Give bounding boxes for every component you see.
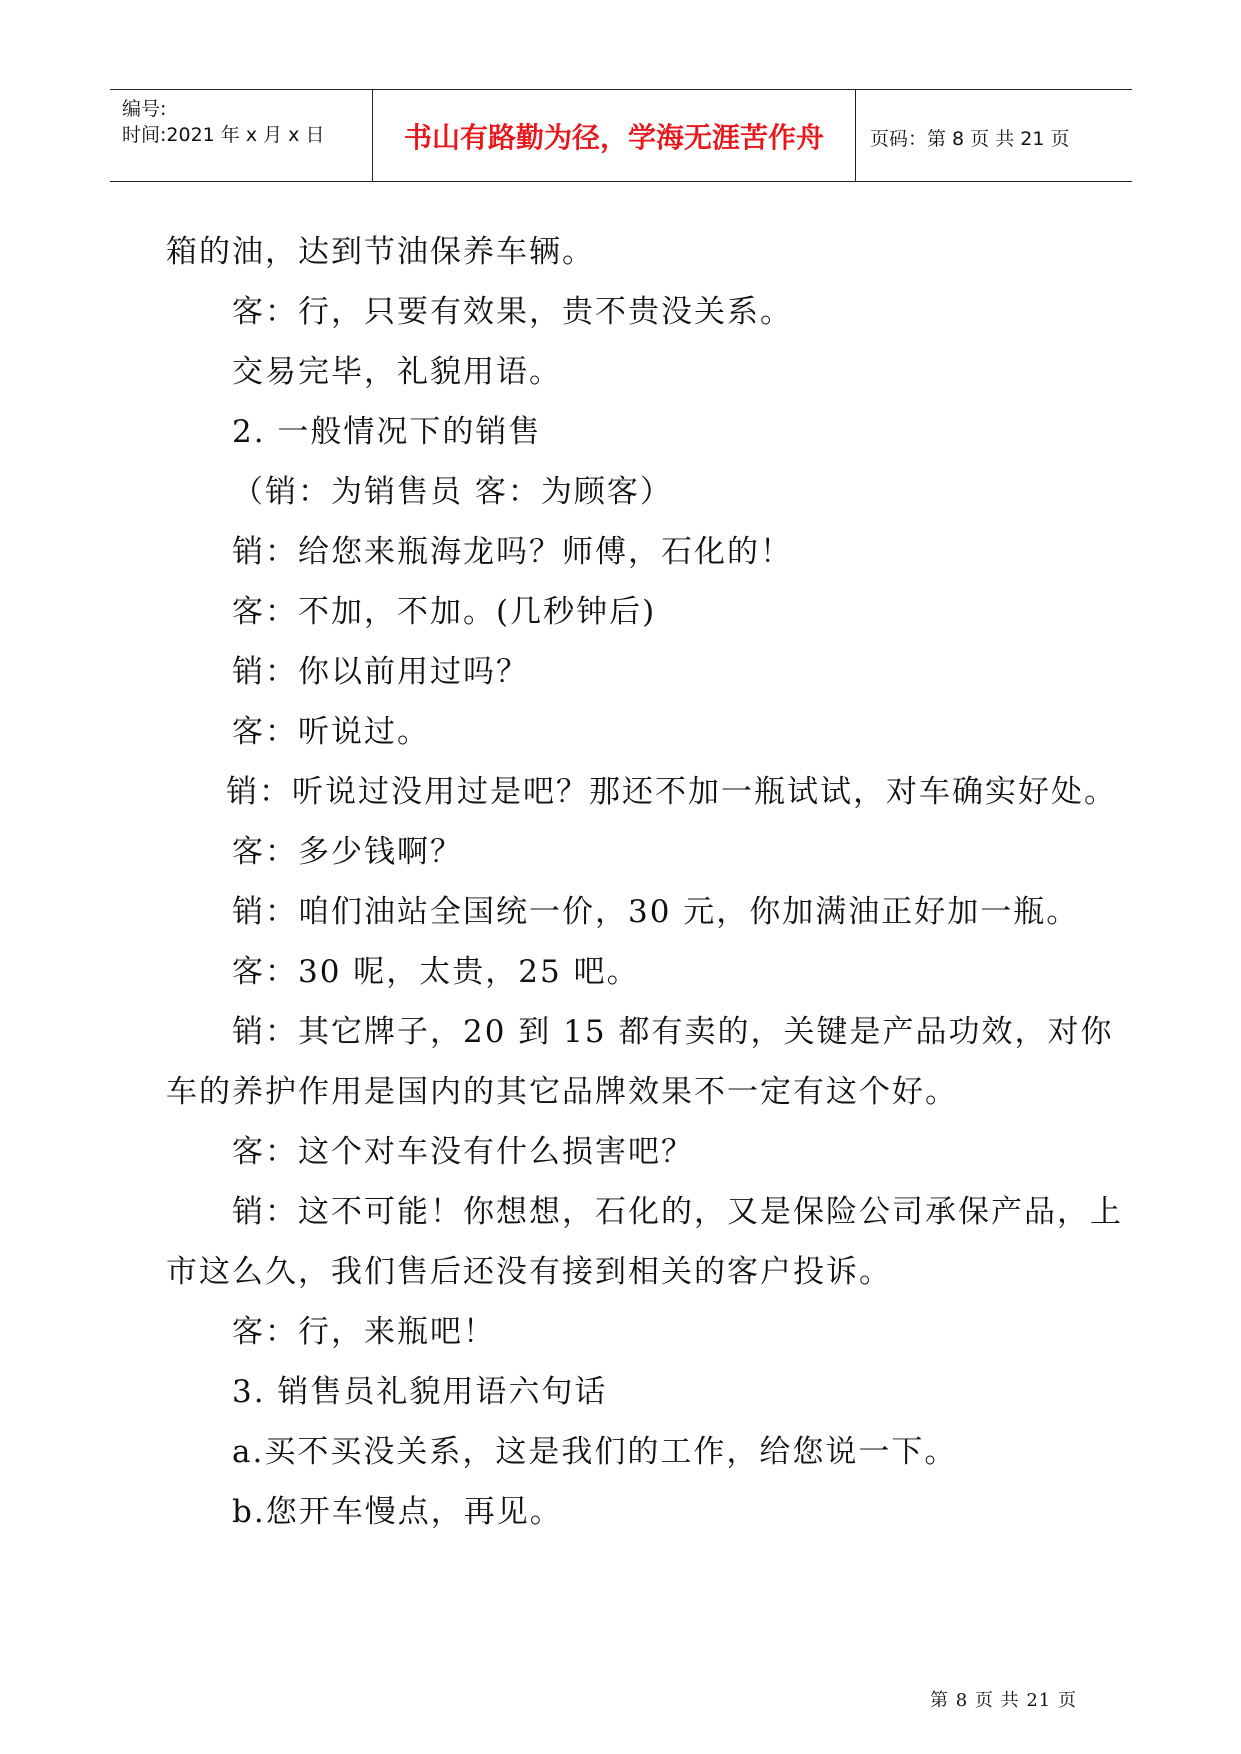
body-line: 客：多少钱啊？ <box>232 834 463 870</box>
body-line: 交易完毕，礼貌用语。 <box>232 354 562 390</box>
body-line: 销：给您来瓶海龙吗？师傅，石化的！ <box>232 534 793 570</box>
page-footer-number: 第 8 页 共 21 页 <box>930 1690 1077 1711</box>
body-line: 销：你以前用过吗？ <box>232 654 529 690</box>
body-line: 市这么久，我们售后还没有接到相关的客户投诉。 <box>166 1254 892 1290</box>
body-line: 客：这个对车没有什么损害吧？ <box>232 1134 694 1170</box>
page-header <box>110 89 1132 182</box>
header-meta-cell <box>110 90 372 181</box>
body-line: 客：不加，不加。(几秒钟后) <box>232 594 657 630</box>
header-page-code: 页码：第 8 页 共 21 页 <box>870 128 1070 150</box>
header-number-label: 编号: <box>122 98 167 120</box>
body-line: 客：30 呢，太贵，25 吧。 <box>232 954 640 990</box>
header-motto: 书山有路勤为径，学海无涯苦作舟 <box>403 121 824 154</box>
body-line: 客：行，来瓶吧！ <box>232 1314 496 1350</box>
body-line: b.您开车慢点，再见。 <box>232 1494 563 1530</box>
header-motto-cell <box>372 90 856 181</box>
section-heading: 3. 销售员礼貌用语六句话 <box>232 1374 608 1410</box>
body-line: a.买不买没关系，这是我们的工作，给您说一下。 <box>232 1434 958 1470</box>
body-line: 车的养护作用是国内的其它品牌效果不一定有这个好。 <box>166 1074 958 1110</box>
body-line: 客：听说过。 <box>232 714 430 750</box>
header-time-label: 时间:2021 年 x 月 x 日 <box>122 124 325 146</box>
header-page-cell <box>856 90 1132 181</box>
body-line: 销：听说过没用过是吧？那还不加一瓶试试，对车确实好处。 <box>226 774 1117 810</box>
body-line: 客：行，只要有效果，贵不贵没关系。 <box>232 294 793 330</box>
body-line: 销：这不可能！你想想，石化的，又是保险公司承保产品，上 <box>232 1194 1123 1230</box>
body-line: 箱的油，达到节油保养车辆。 <box>166 234 595 270</box>
body-line: 销：咱们油站全国统一价，30 元，你加满油正好加一瓶。 <box>232 894 1080 930</box>
section-heading: 2. 一般情况下的销售 <box>232 414 542 450</box>
body-line: 销：其它牌子，20 到 15 都有卖的，关键是产品功效，对你 <box>232 1014 1114 1050</box>
body-line: （销：为销售员 客：为顾客） <box>232 474 673 510</box>
